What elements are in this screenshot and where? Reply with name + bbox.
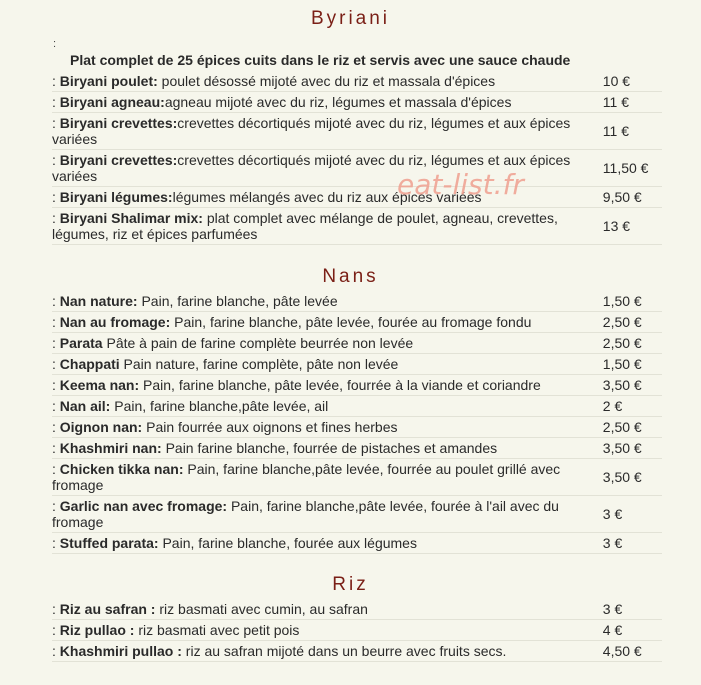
item-prefix: :: [52, 419, 60, 435]
menu-item: [52, 459, 662, 496]
item-prefix: :: [52, 356, 60, 372]
menu-item-price: 2,50 €: [602, 335, 642, 351]
menu-item: [52, 354, 662, 375]
byriani-subtitle: Plat complet de 25 épices cuits dans le riz et servis avec une sauce chaude: [70, 52, 571, 68]
menu-item-text: Pain farine blanche, fourrée de pistaches et amandes: [161, 440, 498, 456]
menu-item: [52, 396, 662, 417]
menu-item: [52, 312, 662, 333]
menu-item-price: 1,50 €: [602, 293, 642, 309]
menu-item-name: Riz pullao :: [59, 622, 135, 638]
menu-item-name: Biryani légumes:: [59, 189, 173, 205]
menu-item-description: [52, 620, 595, 640]
item-prefix: :: [52, 189, 60, 205]
menu-item: [52, 113, 662, 150]
nans-menu-list: [52, 291, 662, 554]
byriani-menu-list: [52, 71, 662, 245]
menu-item-price: 2,50 €: [602, 419, 642, 435]
menu-item-name: Biryani Shalimar mix:: [59, 210, 203, 226]
menu-item-description: [52, 92, 595, 112]
menu-item-text: Pain, farine blanche,pâte levée, fourrée au poulet grillé avec fromage: [52, 461, 561, 493]
menu-item-text: crevettes décortiqués mijoté avec du riz, légumes et aux épices variées: [52, 115, 571, 147]
menu-item-price: 3,50 €: [602, 377, 642, 393]
menu-item-description: [52, 71, 595, 91]
menu-item-description: [52, 533, 595, 553]
item-prefix: :: [52, 440, 60, 456]
menu-item-price: 3 €: [602, 506, 623, 522]
menu-item-description: [52, 396, 595, 416]
menu-item-name: Riz au safran :: [59, 601, 156, 617]
menu-item: [52, 438, 662, 459]
menu-item-name: Biryani agneau:: [59, 94, 165, 110]
menu-item-text: riz basmati avec petit pois: [134, 622, 300, 638]
section-title-nans: Nans: [322, 266, 379, 287]
menu-item: [52, 208, 662, 245]
menu-item-description: [52, 496, 595, 532]
item-prefix: :: [52, 601, 60, 617]
item-prefix: :: [52, 210, 60, 226]
menu-item-text: Pain nature, farine complète, pâte non levée: [119, 356, 399, 372]
item-prefix: :: [52, 498, 60, 514]
menu-item-description: [52, 333, 595, 353]
item-prefix: :: [52, 643, 60, 659]
menu-item-text: riz basmati avec cumin, au safran: [155, 601, 368, 617]
menu-item-text: crevettes décortiqués mijoté avec du riz, légumes et aux épices variées: [52, 152, 571, 184]
menu-item-price: 11 €: [602, 123, 629, 139]
menu-item-price: 2,50 €: [602, 314, 642, 330]
menu-item-price: 3 €: [602, 601, 623, 617]
menu-item-text: Pain, farine blanche, pâte levée, fourrée à la viande et coriandre: [139, 377, 541, 393]
menu-item-price: 9,50 €: [602, 189, 642, 205]
menu-item-text: Pâte à pain de farine complète beurrée non levée: [102, 335, 414, 351]
menu-item-price: 4 €: [602, 622, 623, 638]
menu-item-text: riz au safran mijoté dans un beurre avec fruits secs.: [181, 643, 507, 659]
menu-item-name: Biryani crevettes:: [59, 115, 178, 131]
menu-item-text: Pain, farine blanche, pâte levée: [137, 293, 338, 309]
menu-item-price: 11,50 €: [602, 160, 649, 176]
menu-item-description: [52, 641, 595, 661]
item-prefix: :: [52, 314, 60, 330]
menu-item-name: Nan ail:: [59, 398, 111, 414]
menu-item-price: 3 €: [602, 535, 623, 551]
menu-item-price: 4,50 €: [602, 643, 642, 659]
menu-item-price: 2 €: [602, 398, 623, 414]
menu-item-description: [52, 208, 595, 244]
menu-item-description: [52, 354, 595, 374]
item-prefix: :: [52, 73, 60, 89]
menu-item-description: [52, 459, 595, 495]
menu-item-name: Nan au fromage:: [59, 314, 171, 330]
menu-item: [52, 71, 662, 92]
menu-item: [52, 150, 662, 187]
menu-item-name: Nan nature:: [59, 293, 138, 309]
menu-item-price: 3,50 €: [602, 440, 642, 456]
item-prefix: :: [52, 115, 60, 131]
item-prefix: :: [52, 94, 60, 110]
menu-item-price: 3,50 €: [602, 469, 642, 485]
menu-item: [52, 187, 662, 208]
menu-item-name: Khashmiri nan:: [59, 440, 162, 456]
watermark: eat-list.fr: [397, 168, 524, 201]
menu-item-text: Pain, farine blanche, fourée aux légumes: [158, 535, 417, 551]
menu-item-price: 11 €: [602, 94, 629, 110]
item-prefix: :: [52, 535, 60, 551]
colon-marker: :: [53, 38, 57, 50]
menu-item-description: [52, 438, 595, 458]
menu-item-price: 1,50 €: [602, 356, 642, 372]
menu-item-name: Biryani poulet:: [59, 73, 158, 89]
menu-item-text: Pain fourrée aux oignons et fines herbes: [142, 419, 398, 435]
menu-item-text: Pain, farine blanche, pâte levée, fourée au fromage fondu: [170, 314, 532, 330]
menu-item-name: Garlic nan avec fromage:: [59, 498, 228, 514]
menu-item-description: [52, 375, 595, 395]
menu-item-text: Pain, farine blanche,pâte levée, fourée à l'ail avec du fromage: [52, 498, 559, 530]
menu-item-description: [52, 312, 595, 332]
menu-item: [52, 599, 662, 620]
menu-item: [52, 533, 662, 554]
menu-item-price: 10 €: [602, 73, 631, 89]
item-prefix: :: [52, 377, 60, 393]
menu-item: [52, 641, 662, 662]
item-prefix: :: [52, 398, 60, 414]
menu-item: [52, 496, 662, 533]
menu-item-price: 13 €: [602, 218, 631, 234]
menu-item-description: [52, 417, 595, 437]
menu-item-name: Chappati: [59, 356, 120, 372]
menu-item-text: légumes mélangés avec du riz aux épices variées: [172, 189, 482, 205]
item-prefix: :: [52, 152, 60, 168]
menu-item: [52, 417, 662, 438]
menu-item-name: Keema nan:: [59, 377, 140, 393]
riz-menu-list: [52, 599, 662, 662]
menu-item-text: Pain, farine blanche,pâte levée, ail: [110, 398, 329, 414]
menu-item-text: agneau mijoté avec du riz, légumes et massala d'épices: [164, 94, 512, 110]
menu-item: [52, 333, 662, 354]
menu-item-description: [52, 291, 595, 311]
menu-item-text: plat complet avec mélange de poulet, agneau, crevettes, légumes, riz et épices parfumées: [52, 210, 558, 242]
section-title-riz: Riz: [332, 574, 369, 595]
menu-item: [52, 375, 662, 396]
menu-item: [52, 92, 662, 113]
menu-item-name: Biryani crevettes:: [59, 152, 178, 168]
item-prefix: :: [52, 461, 60, 477]
menu-item-description: [52, 113, 595, 149]
menu-item-name: Parata: [59, 335, 103, 351]
item-prefix: :: [52, 293, 60, 309]
item-prefix: :: [52, 335, 60, 351]
item-prefix: :: [52, 622, 60, 638]
menu-item-name: Oignon nan:: [59, 419, 143, 435]
menu-item: [52, 291, 662, 312]
menu-item: [52, 620, 662, 641]
section-title-byriani: Byriani: [310, 8, 391, 29]
menu-item-description: [52, 599, 595, 619]
menu-item-name: Khashmiri pullao :: [59, 643, 182, 659]
menu-item-name: Stuffed parata:: [59, 535, 159, 551]
menu-item-name: Chicken tikka nan:: [59, 461, 184, 477]
menu-item-text: poulet désossé mijoté avec du riz et massala d'épices: [157, 73, 496, 89]
